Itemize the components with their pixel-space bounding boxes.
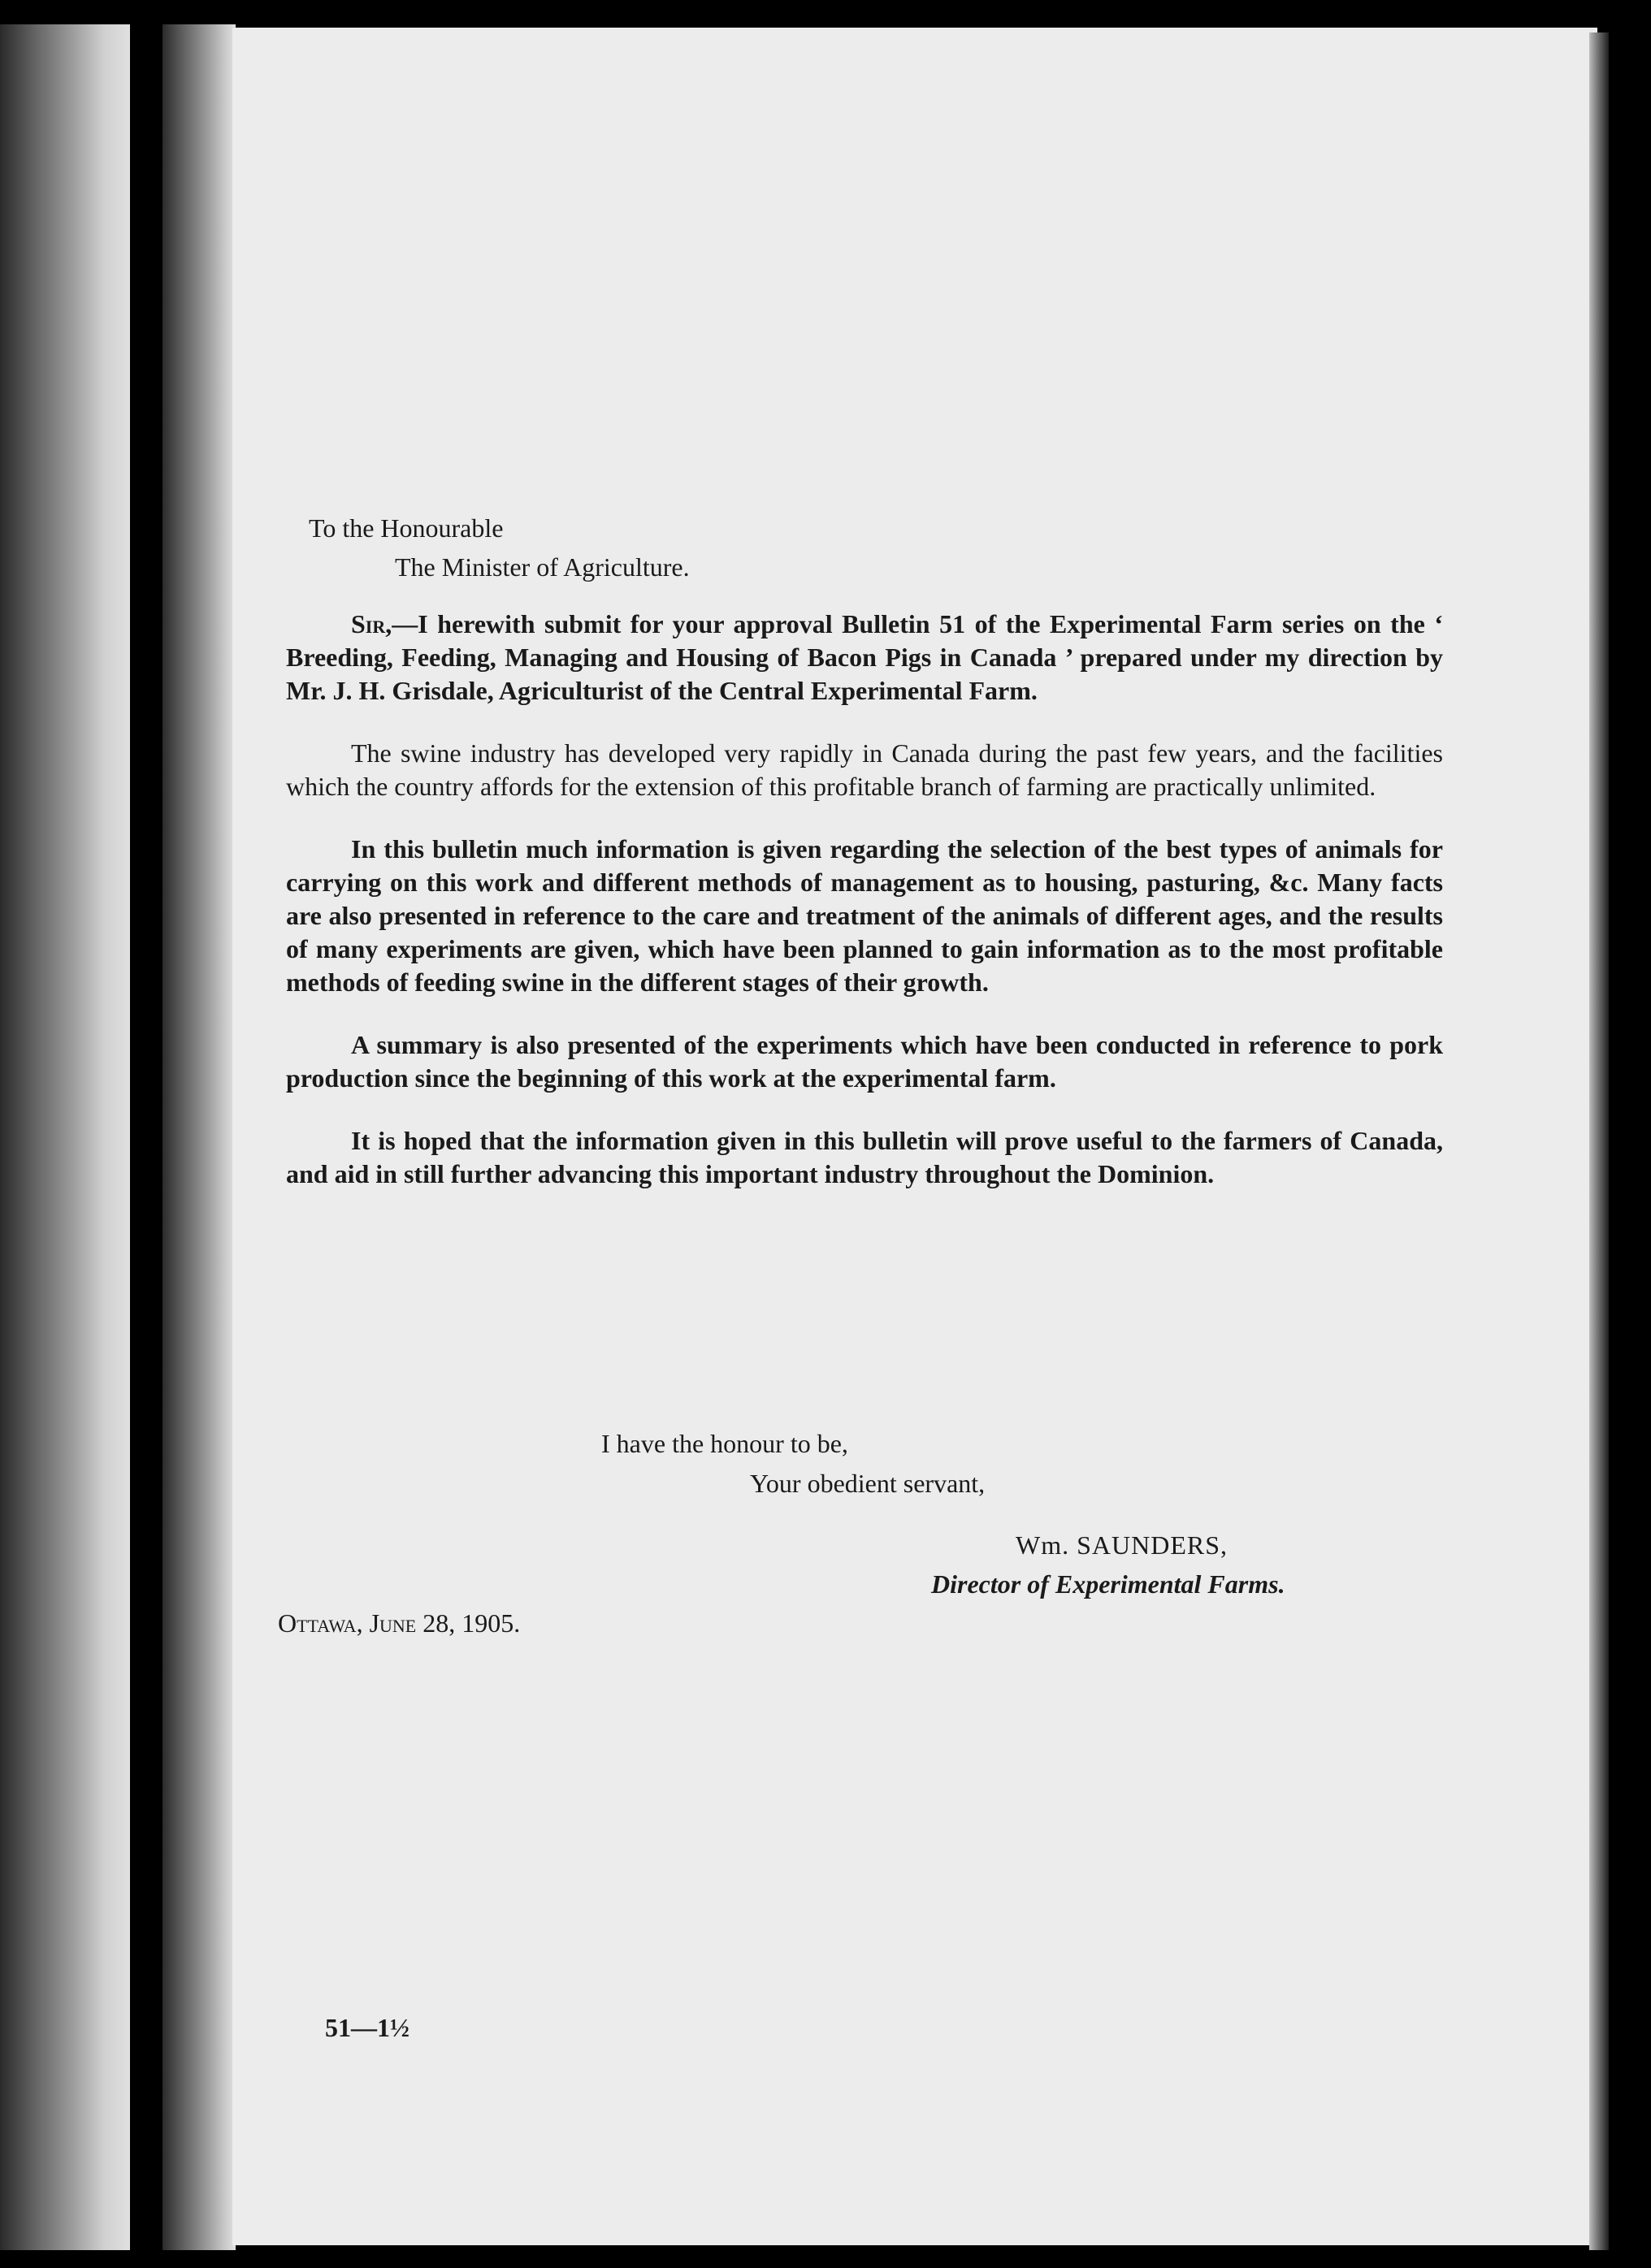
paragraph-5: It is hoped that the information given in this bulletin will prove useful to the farmers of Canada, and aid in still further advancing this important industry throughout the Dominion. xyxy=(286,1126,1443,1188)
page-marker: 51—1½ xyxy=(325,2013,410,2042)
facing-page-edge xyxy=(0,24,130,2250)
paragraph-1-text: —I herewith submit for your approval Bulletin 51 of the Experimental Farm series on the ‘ Breeding, Feeding, Managing and Housing of Bacon Pigs in Canada ’ prepared under my direction by Mr. J. H. Grisdale, Agriculturist of the Central Experimental Farm. xyxy=(286,609,1443,705)
signature-title: Director of Experimental Farms. xyxy=(931,1569,1285,1599)
closing-line-1: I have the honour to be, xyxy=(601,1429,848,1458)
page-edge-shadow xyxy=(1589,32,1609,2250)
paragraph-2: The swine industry has developed very rapidly in Canada during the past few years, and the facilities which the country affords for the extension of this profitable branch of farming are practically unlimited. xyxy=(286,738,1443,801)
paragraph-3: In this bulletin much information is given regarding the selection of the best types of animals for carrying on this work and different methods of management as to housing, pasturing, &c. Many facts are also presented in reference to the care and treatment of the animals of different ages, and the results of many experiments are given, which have been planned to gain information as to the most profitable methods of feeding swine in the different stages of their growth. xyxy=(286,834,1443,997)
signature-name: Wm. SAUNDERS, xyxy=(1016,1530,1228,1560)
addressee-line-1: To the Honourable xyxy=(309,513,504,543)
letter-body xyxy=(286,608,1443,1191)
paragraph-1 xyxy=(286,608,1443,708)
paragraph-4: A summary is also presented of the experiments which have been conducted in reference to pork production since the beginning of this work at the experimental farm. xyxy=(286,1030,1443,1093)
closing-line-2: Your obedient servant, xyxy=(750,1469,986,1498)
binding-gutter xyxy=(162,24,236,2250)
addressee-line-2: The Minister of Agriculture. xyxy=(395,552,690,582)
place-date: Ottawa, June 28, 1905. xyxy=(278,1608,521,1638)
salutation: Sir, xyxy=(351,609,392,638)
